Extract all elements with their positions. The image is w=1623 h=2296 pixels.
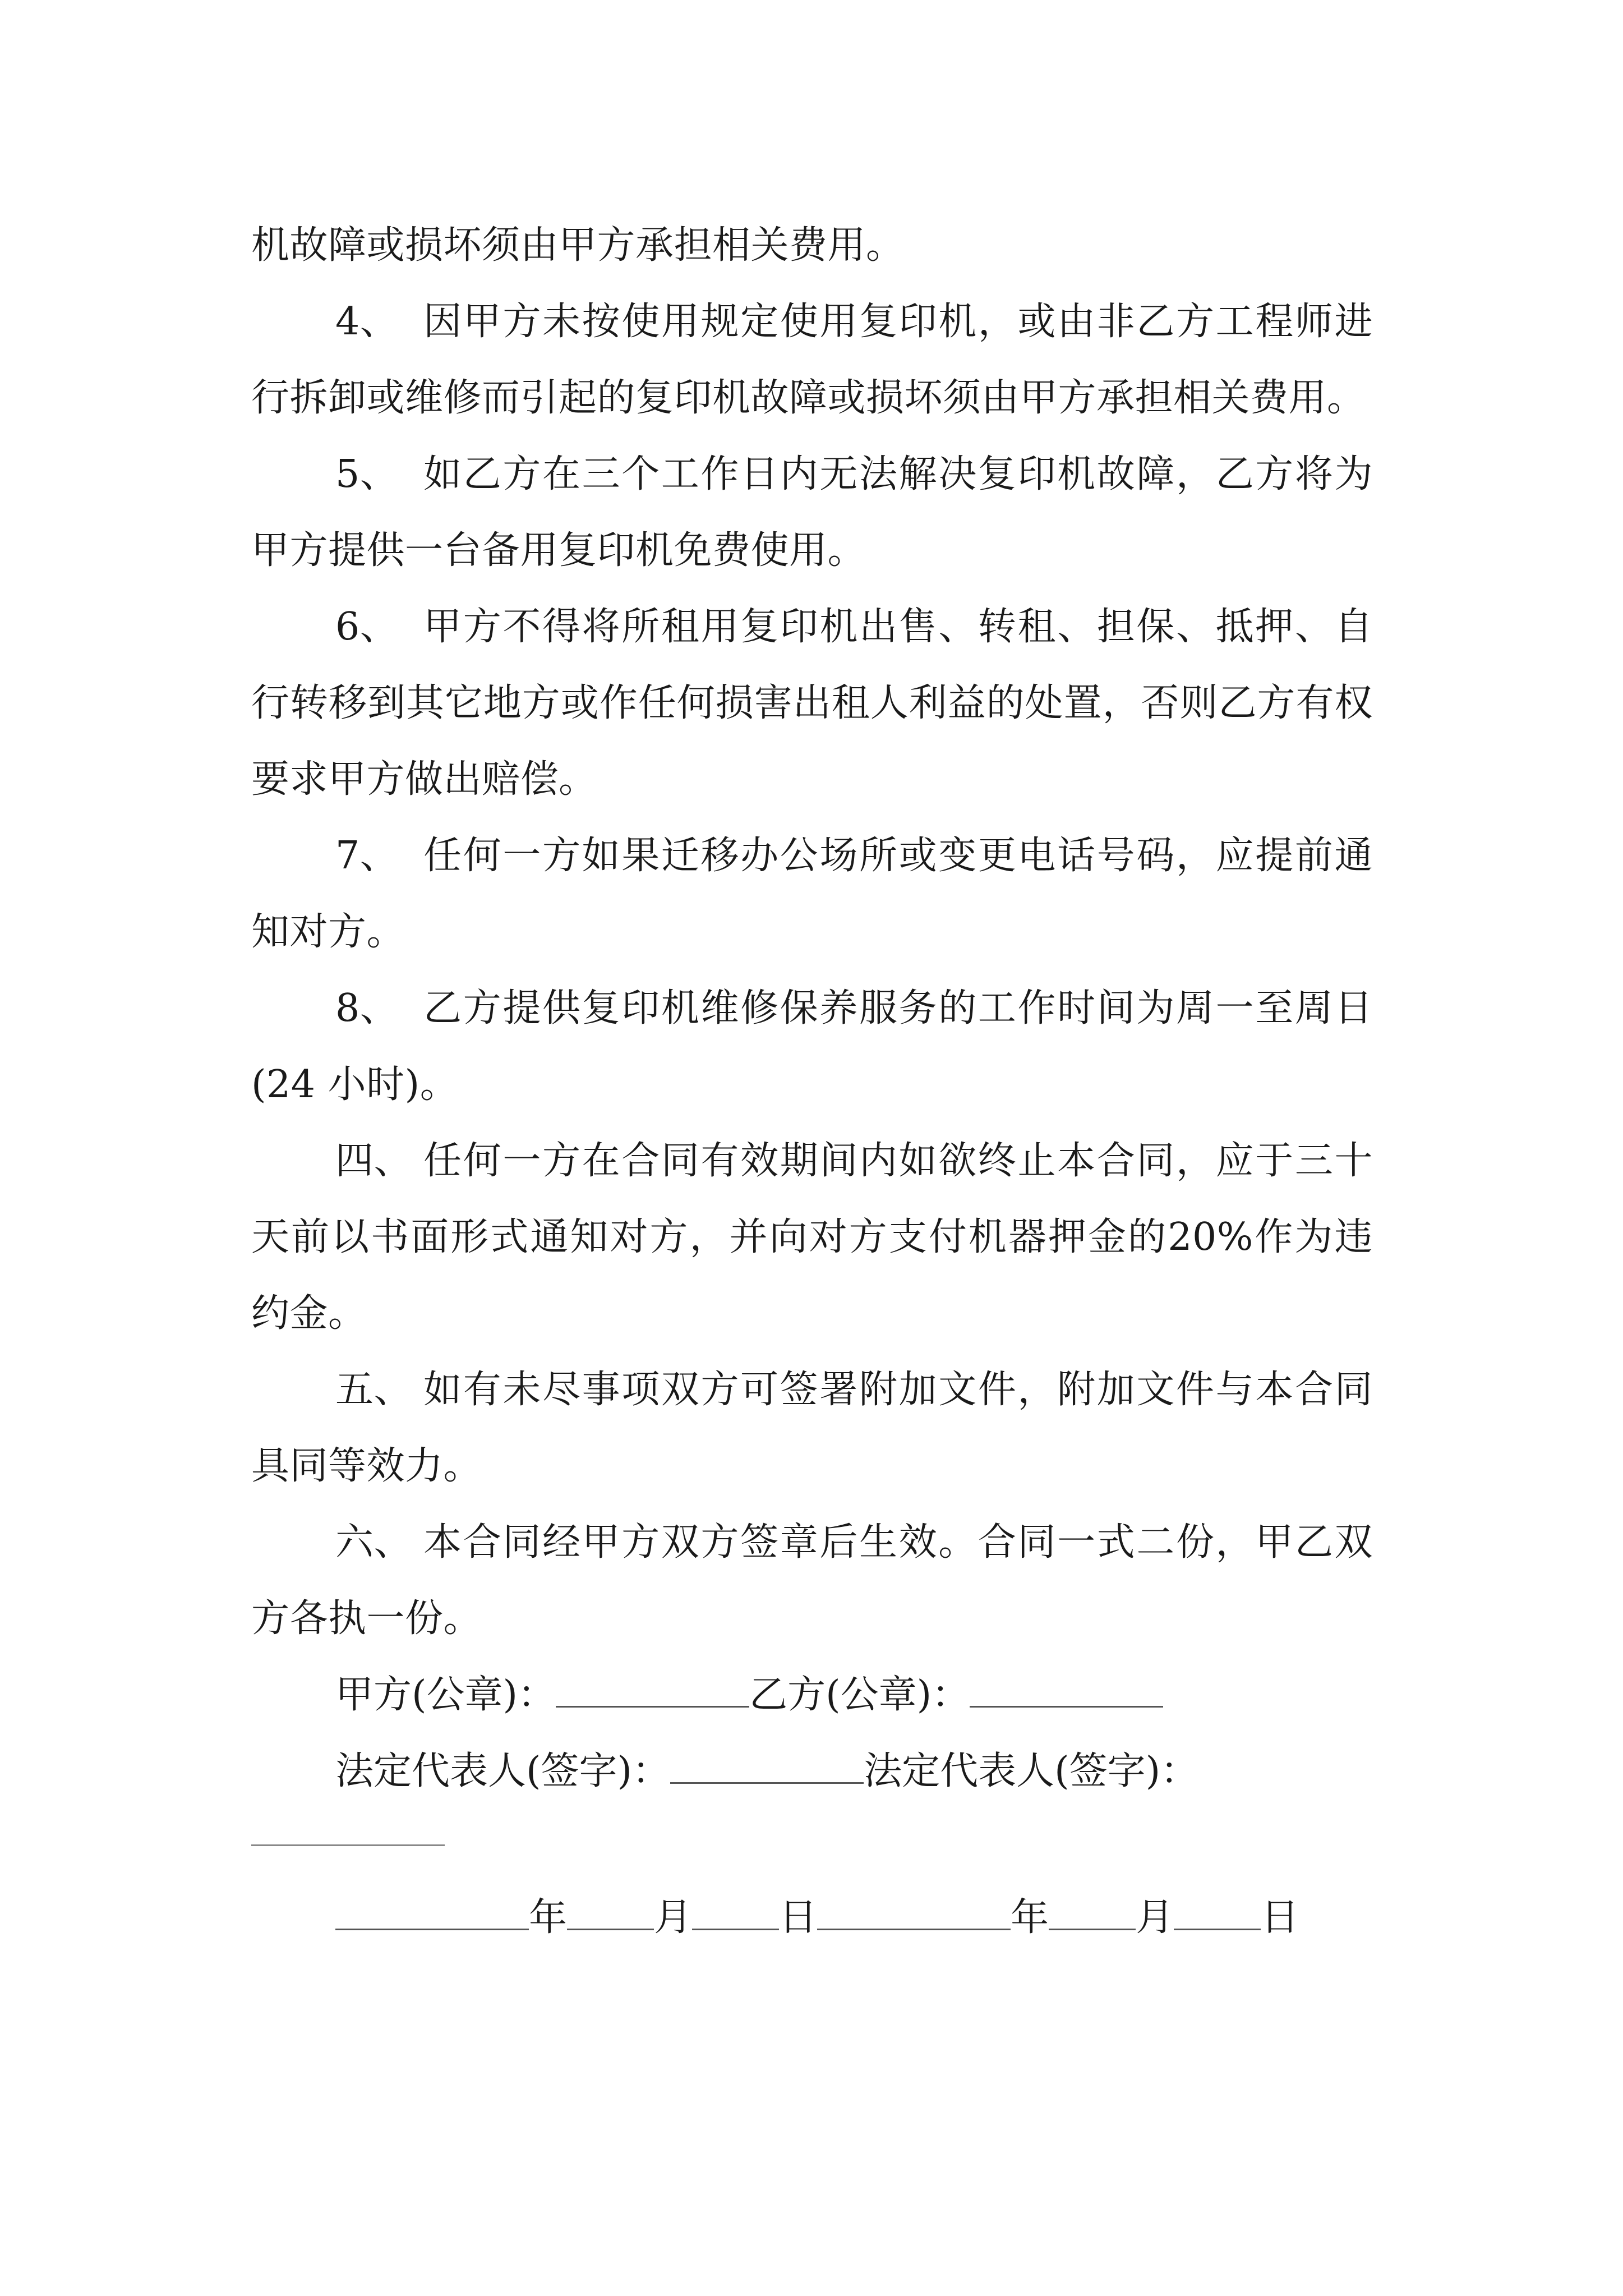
party-a-seal-blank[interactable] (556, 1672, 749, 1708)
party-b-seal-label: 乙方(公章)： (749, 1673, 970, 1717)
day-b-blank[interactable] (1174, 1895, 1261, 1930)
legal-rep-b-blank[interactable] (251, 1843, 445, 1846)
party-b-seal-blank[interactable] (970, 1672, 1163, 1708)
document-page (251, 208, 1373, 1956)
year-label: 年 (529, 1895, 568, 1940)
clause-number: 7、 (335, 834, 399, 878)
legal-rep-a-blank[interactable] (670, 1749, 864, 1784)
seal-row (251, 1657, 1373, 1733)
month-label: 月 (1136, 1895, 1174, 1940)
day-label: 日 (1261, 1895, 1299, 1940)
section-4 (251, 1123, 1373, 1352)
legal-rep-a-label: 法定代表人(签字)： (335, 1749, 671, 1793)
section-number: 四、 (335, 1139, 413, 1183)
month-label: 月 (654, 1895, 693, 1940)
section-number: 五、 (335, 1368, 413, 1412)
clause-number: 4、 (335, 300, 399, 344)
clause-5 (251, 436, 1373, 589)
legal-rep-b-label: 法定代表人(签字)： (864, 1749, 1199, 1793)
paragraph-continued (251, 208, 1373, 284)
section-5 (251, 1352, 1373, 1504)
clause-7 (251, 818, 1373, 970)
section-6 (251, 1504, 1373, 1657)
date-row (251, 1880, 1373, 1956)
clause-text: 乙方提供复印机维修保养服务的工作时间为周一至周日(24 小时)。 (251, 986, 1373, 1107)
day-a-blank[interactable] (692, 1895, 779, 1930)
clause-text: 任何一方如果迁移办公场所或变更电话号码，应提前通知对方。 (251, 834, 1373, 954)
clause-text: 如乙方在三个工作日内无法解决复印机故障，乙方将为甲方提供一台备用复印机免费使用。 (251, 452, 1373, 573)
year-label: 年 (1011, 1895, 1049, 1940)
year-a-blank[interactable] (335, 1895, 529, 1930)
legal-rep-row (251, 1733, 1373, 1810)
section-number: 六、 (335, 1520, 413, 1565)
section-text: 如有未尽事项双方可签署附加文件，附加文件与本合同具同等效力。 (251, 1368, 1373, 1488)
clause-4 (251, 284, 1373, 436)
clause-text: 甲方不得将所租用复印机出售、转租、担保、抵押、自行转移到其它地方或作任何损害出租人利益的处置，否则乙方有权要求甲方做出赔偿。 (251, 605, 1373, 802)
clause-number: 8、 (335, 986, 399, 1030)
year-b-blank[interactable] (817, 1895, 1011, 1930)
day-label: 日 (779, 1895, 818, 1940)
section-text: 本合同经甲方双方签章后生效。合同一式二份，甲乙双方各执一份。 (251, 1520, 1373, 1641)
paragraph-text: 机故障或损坏须由甲方承担相关费用。 (251, 223, 905, 268)
clause-8 (251, 970, 1373, 1123)
clause-number: 6、 (335, 605, 399, 649)
month-a-blank[interactable] (567, 1895, 654, 1930)
clause-text: 因甲方未按使用规定使用复印机，或由非乙方工程师进行拆卸或维修而引起的复印机故障或损坏须由甲方承担相关费用。 (251, 300, 1373, 420)
clause-6 (251, 589, 1373, 818)
clause-number: 5、 (335, 452, 399, 496)
month-b-blank[interactable] (1049, 1895, 1136, 1930)
section-text: 任何一方在合同有效期间内如欲终止本合同，应于三十天前以书面形式通知对方，并向对方支付机器押金的20%作为违约金。 (251, 1139, 1373, 1336)
party-a-seal-label: 甲方(公章)： (335, 1673, 556, 1717)
